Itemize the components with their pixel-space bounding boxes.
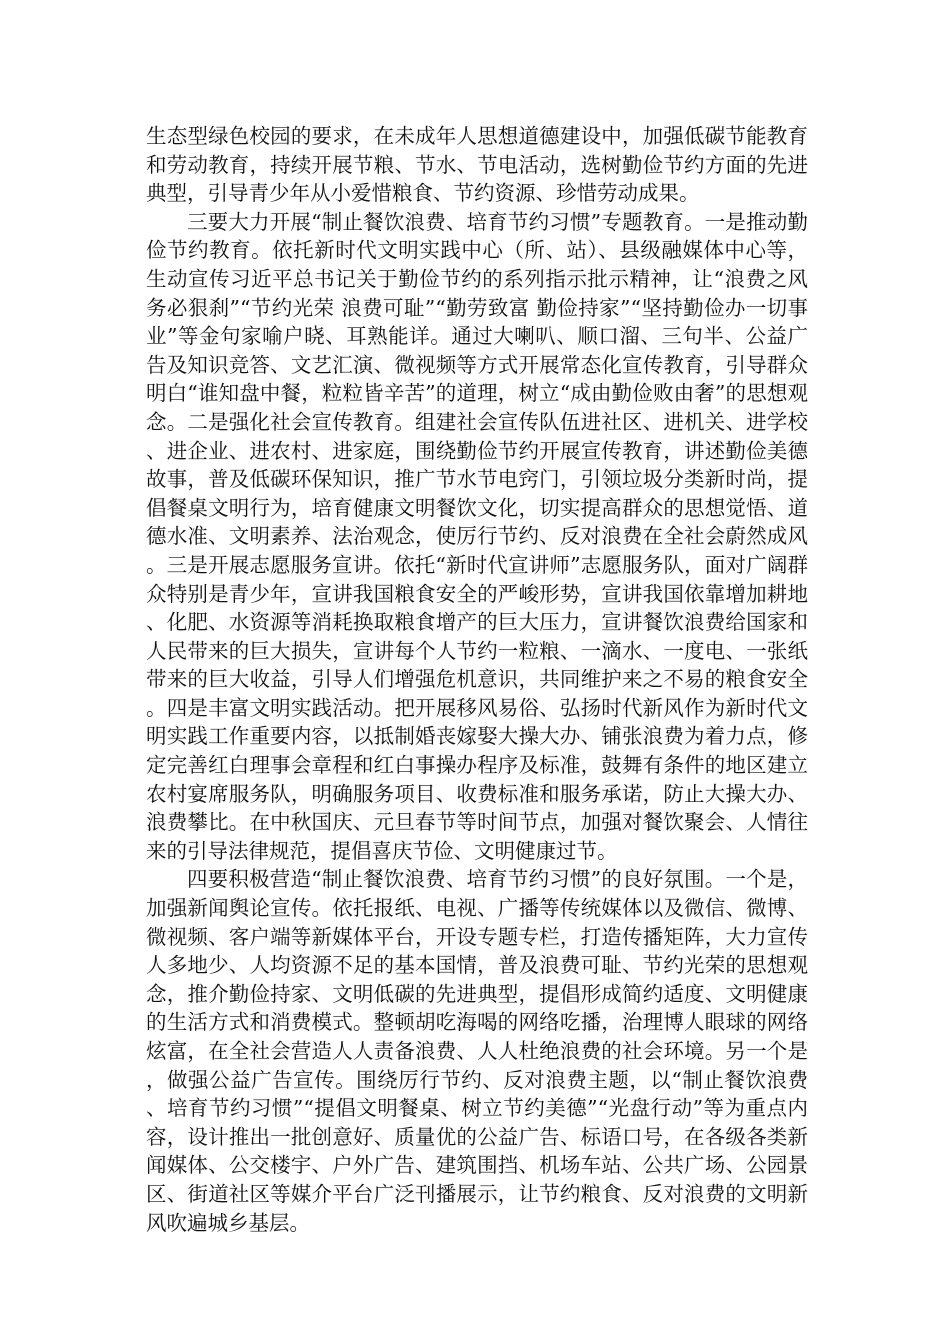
- paragraph-section-four: 四要积极营造“制止餐饮浪费、培育节约习惯”的良好氛围。一个是，加强新闻舆论宣传。依托报纸、电视、广播等传统媒体以及微信、微博、微视频、客户端等新媒体平台，开设专题专栏，打造传播矩阵，大力宣传人多地少、人均资源不足的基本国情，普及浪费可耻、节约光荣的思想观念，推介勤俭持家、文明低碳的先进典型，提倡形成简约适度、文明健康的生活方式和消费模式。整顿胡吃海喝的网络吃播，治理博人眼球的网络炫富，在全社会营造人人责备浪费、人人杜绝浪费的社会环境。另一个是，做强公益广告宣传。围绕厉行节约、反对浪费主题，以“制止餐饮浪费、培育节约习惯”“提倡文明餐桌、树立节约美德”“光盘行动”等为重点内容，设计推出一批创意好、质量优的公益广告、标语口号，在各级各类新闻媒体、公交楼宇、户外广告、建筑围挡、机场车站、公共广场、公园景区、街道社区等媒介平台广泛刊播展示，让节约粮食、反对浪费的文明新风吹遍城乡基层。: [146, 867, 808, 1235]
- paragraph-section-three: 三要大力开展“制止餐饮浪费、培育节约习惯”专题教育。一是推动勤俭节约教育。依托新时代文明实践中心（所、站）、县级融媒体中心等，生动宣传习近平总书记关于勤俭节约的系列指示批示精神，让“浪费之风务必狠刹”“节约光荣 浪费可耻”“勤劳致富 勤俭持家”“坚持勤俭办一切事业”等金句家喻户晓、耳熟能详。通过大喇叭、顺口溜、三句半、公益广告及知识竞答、文艺汇演、微视频等方式开展常态化宣传教育，引导群众明白“谁知盘中餐，粒粒皆辛苦”的道理，树立“成由勤俭败由奢”的思想观念。二是强化社会宣传教育。组建社会宣传队伍进社区、进机关、进学校、进企业、进农村、进家庭，围绕勤俭节约开展宣传教育，讲述勤俭美德故事，普及低碳环保知识，推广节水节电窍门，引领垃圾分类新时尚，提倡餐桌文明行为，培育健康文明餐饮文化，切实提高群众的思想觉悟、道德水准、文明素养、法治观念，使厉行节约、反对浪费在全社会蔚然成风。三是开展志愿服务宣讲。依托“新时代宣讲师”志愿服务队，面对广阔群众特别是青少年，宣讲我国粮食安全的严峻形势，宣讲我国依靠增加耕地、化肥、水资源等消耗换取粮食增产的巨大压力，宣讲餐饮浪费给国家和人民带来的巨大损失，宣讲每个人节约一粒粮、一滴水、一度电、一张纸带来的巨大收益，引导人们增强危机意识，共同维护来之不易的粮食安全。四是丰富文明实践活动。把开展移风易俗、弘扬时代新风作为新时代文明实践工作重要内容，以抵制婚丧嫁娶大操大办、铺张浪费为着力点，修定完善红白理事会章程和红白事操办程序及标准，鼓舞有条件的地区建立农村宴席服务队，明确服务项目、收费标准和服务承诺，防止大操大办、浪费攀比。在中秋国庆、元旦春节等时间节点，加强对餐饮聚会、人情往来的引导法律规范，提倡喜庆节俭、文明健康过节。: [146, 209, 808, 863]
- paragraph-continuation: 生态型绿色校园的要求，在未成年人思想道德建设中，加强低碳节能教育和劳动教育，持续开展节粮、节水、节电活动，选树勤俭节约方面的先进典型，引导青少年从小爱惜粮食、节约资源、珍惜劳动成果。: [146, 124, 808, 206]
- document-body: [146, 122, 808, 1237]
